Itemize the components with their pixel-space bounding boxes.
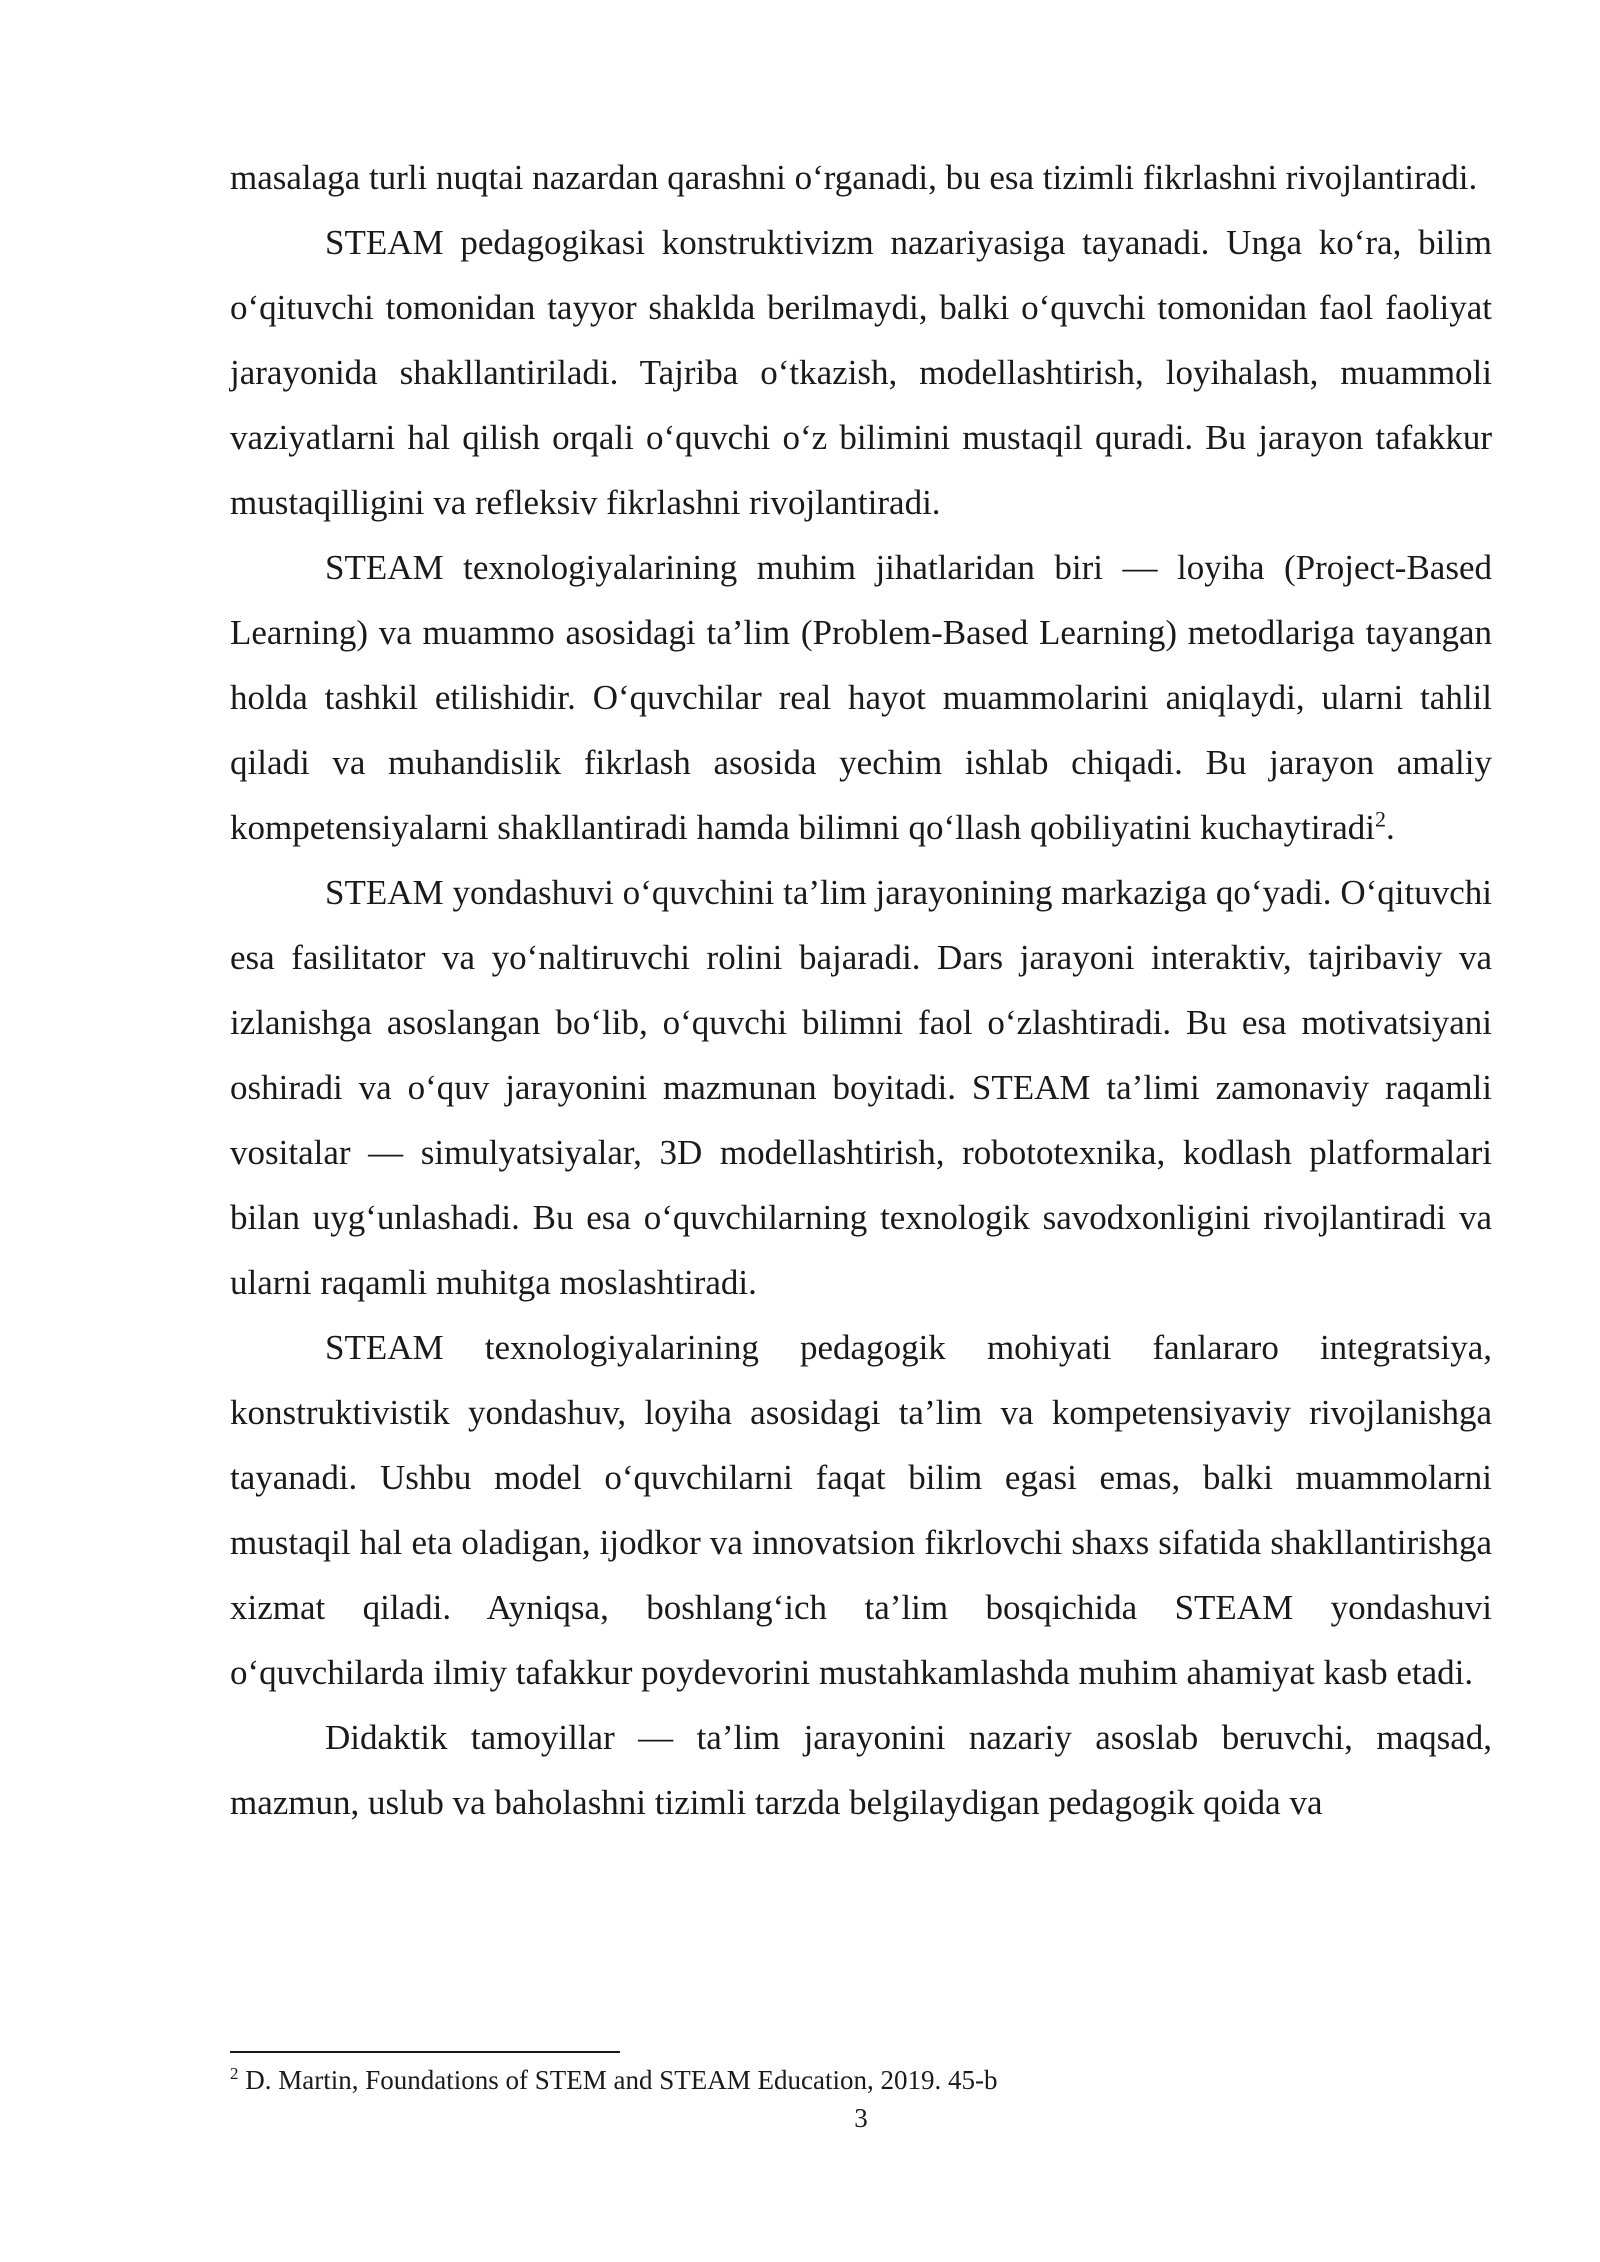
paragraph-pedagogical-essence: STEAM texnologiyalarining pedagogik mohiyati fanlararo integratsiya, konstruktivistik yondashuv, loyiha asosidagi ta’lim va kompetensiyaviy rivojlanishga tayanadi. Ushbu model o‘quvchilarni faqat bilim egasi emas, balki muammolarni mustaqil hal eta oladigan, ijodkor va innovatsion fikrlovchi shaxs sifatida shakllantirishga xizmat qiladi. Ayniqsa, boshlang‘ich ta’lim bosqichida STEAM yondashuvi o‘quvchilarda ilmiy tafakkur poydevorini mustahkamlashda muhim ahamiyat kasb etadi. [230, 1328, 1492, 1692]
paragraph-constructivism: STEAM pedagogikasi konstruktivizm nazariyasiga tayanadi. Unga ko‘ra, bilim o‘qituvchi tomonidan tayyor shaklda berilmaydi, balki o‘quvchi tomonidan faol faoliyat jarayonida shakllantiriladi. Tajriba o‘tkazish, modellashtirish, loyihalash, muammoli vaziyatlarni hal qilish orqali o‘quvchi o‘z bilimini mustaqil quradi. Bu jarayon tafakkur mustaqilligini va refleksiv fikrlashni rivojlantiradi. [230, 223, 1492, 522]
footnote-reference[interactable]: 2 [1375, 806, 1387, 832]
footnote-text: D. Martin, Foundations of STEM and STEAM Education, 2019. 45-b [238, 2065, 998, 2095]
paragraph-student-centered: STEAM yondashuvi o‘quvchini ta’lim jarayonining markaziga qo‘yadi. O‘qituvchi esa fasilitator va yo‘naltiruvchi rolini bajaradi. Dars jarayoni interaktiv, tajribaviy va izlanishga asoslangan bo‘lib, o‘quvchi bilimni faol o‘zlashtiradi. Bu esa motivatsiyani oshiradi va o‘quv jarayonini mazmunan boyitadi. STEAM ta’limi zamonaviy raqamli vositalar — simulyatsiyalar, 3D modellashtirish, robototexnika, kodlash platformalari bilan uyg‘unlashadi. Bu esa o‘quvchilarning texnologik savodxonligini rivojlantiradi va ularni raqamli muhitga moslashtiradi. [230, 873, 1492, 1302]
footnote-separator [230, 2051, 620, 2053]
footnote-number: 2 [230, 2064, 239, 2083]
paragraph-pbl-period: . [1386, 808, 1395, 847]
body-text [230, 145, 1492, 1835]
footnote [230, 2062, 1492, 2098]
paragraph-project-based-learning [230, 535, 1492, 860]
page-number: 3 [854, 2103, 868, 2133]
paragraph-continuation: masalaga turli nuqtai nazardan qarashni o‘rganadi, bu esa tizimli fikrlashni rivojlantiradi. [230, 158, 1478, 197]
paragraph-didactic-principles: Didaktik tamoyillar — ta’lim jarayonini nazariy asoslab beruvchi, maqsad, mazmun, uslub va baholashni tizimli tarzda belgilaydigan pedagogik qoida va [230, 1718, 1492, 1822]
paragraph-pbl-text: STEAM texnologiyalarining muhim jihatlaridan biri — loyiha (Project-Based Learning) va muammo asosidagi ta’lim (Problem-Based Learning) metodlariga tayangan holda tashkil etilishidir. O‘quvchilar real hayot muammolarini aniqlaydi, ularni tahlil qiladi va muhandislik fikrlash asosida yechim ishlab chiqadi. Bu jarayon amaliy kompetensiyalarni shakllantiradi hamda bilimni qo‘llash qobiliyatini kuchaytiradi [230, 548, 1492, 847]
